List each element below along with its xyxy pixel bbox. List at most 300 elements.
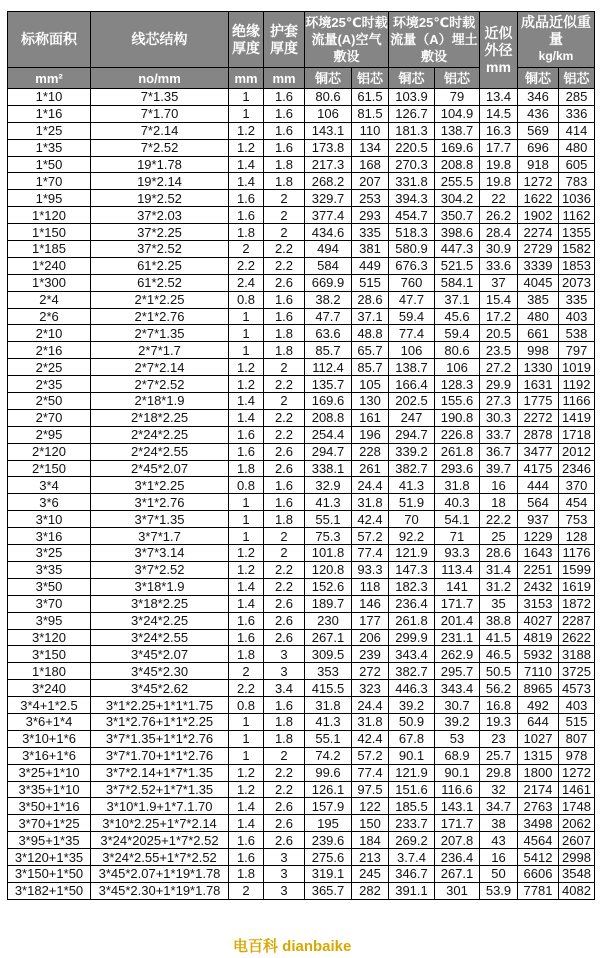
cell-ground-copper: 70 (389, 511, 435, 528)
cell-weight-aluminum: 1166 (559, 393, 595, 410)
cell-weight-aluminum: 3548 (559, 865, 595, 882)
cell-weight-copper: 7110 (518, 663, 559, 680)
cell-conductor-structure: 3*45*2.07+1*19*1.78 (91, 865, 229, 882)
cell-conductor-structure: 3*24*2.55 (91, 629, 229, 646)
cell-air-copper: 584 (305, 257, 352, 274)
cell-air-aluminum: 228 (352, 443, 389, 460)
cell-weight-copper: 2729 (518, 241, 559, 258)
table-row (8, 156, 595, 173)
cell-air-aluminum: 93.3 (352, 561, 389, 578)
cell-weight-aluminum: 4573 (559, 680, 595, 697)
cell-weight-copper: 2763 (518, 798, 559, 815)
cell-air-copper: 106 (305, 105, 352, 122)
cell-air-copper: 32.9 (305, 477, 352, 494)
cell-insulation: 1.8 (229, 865, 264, 882)
cell-weight-copper: 1330 (518, 359, 559, 376)
cell-insulation: 1.6 (229, 426, 264, 443)
cell-air-copper: 319.1 (305, 865, 352, 882)
cell-outer-diameter: 22.2 (480, 511, 518, 528)
cell-air-copper: 126.1 (305, 781, 352, 798)
cell-air-copper: 173.8 (305, 139, 352, 156)
cell-ground-copper: 343.4 (389, 646, 435, 663)
cell-ground-aluminum: 71 (435, 528, 480, 545)
cell-insulation: 1.2 (229, 561, 264, 578)
cell-ground-aluminum: 39.2 (435, 713, 480, 730)
cell-outer-diameter: 25 (480, 528, 518, 545)
cell-sheath: 1.8 (264, 325, 305, 342)
table-row (8, 477, 595, 494)
cell-ground-copper: 269.2 (389, 832, 435, 849)
cell-air-aluminum: 57.2 (352, 528, 389, 545)
cell-outer-diameter: 33.6 (480, 257, 518, 274)
cell-weight-copper: 1775 (518, 393, 559, 410)
cell-sheath: 2.6 (264, 612, 305, 629)
cell-conductor-structure: 2*18*2.25 (91, 409, 229, 426)
cell-weight-copper: 2174 (518, 781, 559, 798)
cell-conductor-structure: 37*2.03 (91, 207, 229, 224)
cell-air-copper: 99.6 (305, 764, 352, 781)
cell-sheath: 1.6 (264, 697, 305, 714)
cell-ground-copper: 41.3 (389, 477, 435, 494)
cell-outer-diameter: 22 (480, 190, 518, 207)
cell-nominal-area: 1*25 (8, 122, 91, 139)
cell-air-copper: 338.1 (305, 460, 352, 477)
cell-nominal-area: 3*95 (8, 612, 91, 629)
cell-ground-aluminum: 79 (435, 89, 480, 106)
cell-air-copper: 80.6 (305, 89, 352, 106)
cell-outer-diameter: 34.7 (480, 798, 518, 815)
cell-air-copper: 101.8 (305, 545, 352, 562)
cell-ground-aluminum: 350.7 (435, 207, 480, 224)
cell-nominal-area: 3*50 (8, 578, 91, 595)
cell-conductor-structure: 2*45*2.07 (91, 460, 229, 477)
cell-weight-aluminum: 1872 (559, 595, 595, 612)
cell-nominal-area: 3*50+1*16 (8, 798, 91, 815)
cell-air-aluminum: 85.7 (352, 359, 389, 376)
cell-insulation: 1 (229, 511, 264, 528)
cell-air-aluminum: 196 (352, 426, 389, 443)
cell-weight-copper: 1027 (518, 730, 559, 747)
cell-conductor-structure: 2*7*1.7 (91, 342, 229, 359)
cell-weight-aluminum: 4082 (559, 882, 595, 899)
cell-sheath: 1.6 (264, 308, 305, 325)
cell-ground-copper: 391.1 (389, 882, 435, 899)
cell-air-copper: 157.9 (305, 798, 352, 815)
cell-ground-copper: 103.9 (389, 89, 435, 106)
cell-outer-diameter: 27.2 (480, 359, 518, 376)
cell-nominal-area: 2*95 (8, 426, 91, 443)
cell-outer-diameter: 18 (480, 494, 518, 511)
cell-sheath: 1.8 (264, 511, 305, 528)
cell-air-aluminum: 105 (352, 376, 389, 393)
cell-air-copper: 55.1 (305, 730, 352, 747)
table-row (8, 747, 595, 764)
cell-conductor-structure: 3*1*2.25+1*1*1.75 (91, 697, 229, 714)
cell-air-aluminum: 134 (352, 139, 389, 156)
cell-air-copper: 169.6 (305, 393, 352, 410)
cell-nominal-area: 2*150 (8, 460, 91, 477)
cell-nominal-area: 1*95 (8, 190, 91, 207)
cell-air-aluminum: 184 (352, 832, 389, 849)
cell-weight-copper: 1800 (518, 764, 559, 781)
cell-conductor-structure: 2*24*2.25 (91, 426, 229, 443)
cell-ground-aluminum: 201.4 (435, 612, 480, 629)
cell-air-copper: 254.4 (305, 426, 352, 443)
cell-weight-copper: 7781 (518, 882, 559, 899)
cell-outer-diameter: 28.6 (480, 545, 518, 562)
cell-ground-aluminum: 262.9 (435, 646, 480, 663)
cell-air-copper: 294.7 (305, 443, 352, 460)
cell-ground-aluminum: 301 (435, 882, 480, 899)
cell-conductor-structure: 3*7*2.52+1*7*1.35 (91, 781, 229, 798)
cell-sheath: 2 (264, 528, 305, 545)
cell-ground-aluminum: 293.6 (435, 460, 480, 477)
cell-nominal-area: 3*10+1*6 (8, 730, 91, 747)
cell-air-copper: 434.6 (305, 224, 352, 241)
cell-air-copper: 415.5 (305, 680, 352, 697)
cell-conductor-structure: 7*2.52 (91, 139, 229, 156)
cell-weight-copper: 1902 (518, 207, 559, 224)
cell-sheath: 2.6 (264, 595, 305, 612)
cell-sheath: 1.6 (264, 291, 305, 308)
cell-weight-aluminum: 2346 (559, 460, 595, 477)
cell-insulation: 1.6 (229, 190, 264, 207)
cell-ground-aluminum: 31.8 (435, 477, 480, 494)
cell-sheath: 2.2 (264, 764, 305, 781)
cell-insulation: 1.4 (229, 595, 264, 612)
cell-outer-diameter: 28.4 (480, 224, 518, 241)
table-row (8, 815, 595, 832)
cell-air-aluminum: 42.4 (352, 730, 389, 747)
cell-air-copper: 669.9 (305, 274, 352, 291)
cell-weight-aluminum: 1619 (559, 578, 595, 595)
cell-sheath: 1.6 (264, 105, 305, 122)
cell-air-aluminum: 61.5 (352, 89, 389, 106)
cell-ground-copper: 151.6 (389, 781, 435, 798)
cell-conductor-structure: 3*7*1.7 (91, 528, 229, 545)
cell-outer-diameter: 19.8 (480, 156, 518, 173)
cell-weight-aluminum: 1355 (559, 224, 595, 241)
cell-weight-aluminum: 454 (559, 494, 595, 511)
cell-insulation: 1.2 (229, 139, 264, 156)
cell-nominal-area: 2*35 (8, 376, 91, 393)
cell-insulation: 2.2 (229, 257, 264, 274)
cell-outer-diameter: 56.2 (480, 680, 518, 697)
cell-air-copper: 195 (305, 815, 352, 832)
table-row (8, 393, 595, 410)
cell-weight-aluminum: 978 (559, 747, 595, 764)
cell-nominal-area: 1*150 (8, 224, 91, 241)
cell-ground-aluminum: 113.4 (435, 561, 480, 578)
cell-ground-aluminum: 141 (435, 578, 480, 595)
cell-outer-diameter: 37 (480, 274, 518, 291)
cell-air-copper: 38.2 (305, 291, 352, 308)
cell-conductor-structure: 3*7*1.35 (91, 511, 229, 528)
cell-insulation: 1 (229, 105, 264, 122)
cell-air-aluminum: 28.6 (352, 291, 389, 308)
cell-sheath: 2.6 (264, 629, 305, 646)
cell-air-aluminum: 57.2 (352, 747, 389, 764)
outer-diameter-label: 近似外径 (484, 24, 513, 58)
cell-air-aluminum: 118 (352, 578, 389, 595)
cell-outer-diameter: 33.7 (480, 426, 518, 443)
cell-sheath: 2.2 (264, 241, 305, 258)
cell-nominal-area: 3*4+1*2.5 (8, 697, 91, 714)
cell-conductor-structure: 3*10*1.9+1*7.1.70 (91, 798, 229, 815)
cell-outer-diameter: 13.4 (480, 89, 518, 106)
cell-insulation: 1.4 (229, 156, 264, 173)
weight-label: 成品近似重量 (521, 14, 591, 47)
cell-outer-diameter: 27.3 (480, 393, 518, 410)
cell-conductor-structure: 3*45*2.30 (91, 663, 229, 680)
cell-conductor-structure: 61*2.52 (91, 274, 229, 291)
cell-outer-diameter: 20.5 (480, 325, 518, 342)
cell-air-aluminum: 65.7 (352, 342, 389, 359)
cell-insulation: 1.4 (229, 393, 264, 410)
table-row (8, 308, 595, 325)
cell-sheath: 2.6 (264, 832, 305, 849)
cell-outer-diameter: 17.7 (480, 139, 518, 156)
cell-weight-aluminum: 2073 (559, 274, 595, 291)
cell-sheath: 2.2 (264, 561, 305, 578)
cell-ground-copper: 39.2 (389, 697, 435, 714)
cell-weight-copper: 6606 (518, 865, 559, 882)
cell-ground-aluminum: 54.1 (435, 511, 480, 528)
cell-outer-diameter: 29.9 (480, 376, 518, 393)
cell-nominal-area: 3*10 (8, 511, 91, 528)
cell-nominal-area: 3*240 (8, 680, 91, 697)
header-ampacity-ground: 环境25℃时载流量（A）埋土敷设 (389, 12, 480, 68)
cell-sheath: 3 (264, 646, 305, 663)
table-row (8, 426, 595, 443)
table-row (8, 865, 595, 882)
cell-nominal-area: 2*120 (8, 443, 91, 460)
cell-air-aluminum: 293 (352, 207, 389, 224)
cell-ground-copper: 147.3 (389, 561, 435, 578)
cell-nominal-area: 1*180 (8, 663, 91, 680)
cell-sheath: 1.8 (264, 342, 305, 359)
table-row (8, 105, 595, 122)
cell-ground-copper: 676.3 (389, 257, 435, 274)
cell-insulation: 2.4 (229, 274, 264, 291)
cell-air-copper: 63.6 (305, 325, 352, 342)
cell-air-aluminum: 122 (352, 798, 389, 815)
cell-weight-aluminum: 797 (559, 342, 595, 359)
cell-weight-aluminum: 336 (559, 105, 595, 122)
table-row (8, 764, 595, 781)
weight-copper: 铜芯 (518, 68, 559, 89)
table-row (8, 207, 595, 224)
cell-air-aluminum: 213 (352, 849, 389, 866)
cell-nominal-area: 3*6+1*4 (8, 713, 91, 730)
cell-ground-copper: 446.3 (389, 680, 435, 697)
cell-nominal-area: 1*120 (8, 207, 91, 224)
table-row (8, 173, 595, 190)
cell-nominal-area: 3*70 (8, 595, 91, 612)
unit-area: mm² (8, 68, 91, 89)
cell-air-aluminum: 77.4 (352, 545, 389, 562)
table-row (8, 713, 595, 730)
cell-air-aluminum: 168 (352, 156, 389, 173)
cell-sheath: 2 (264, 224, 305, 241)
cell-insulation: 2 (229, 663, 264, 680)
cell-weight-copper: 1622 (518, 190, 559, 207)
cell-ground-aluminum: 398.6 (435, 224, 480, 241)
cell-weight-aluminum: 515 (559, 713, 595, 730)
cell-insulation: 1 (229, 325, 264, 342)
cell-weight-copper: 2251 (518, 561, 559, 578)
cell-weight-aluminum: 1599 (559, 561, 595, 578)
cell-sheath: 2.2 (264, 376, 305, 393)
cell-ground-aluminum: 53 (435, 730, 480, 747)
cell-ground-copper: 92.2 (389, 528, 435, 545)
cell-conductor-structure: 7*2.14 (91, 122, 229, 139)
cell-air-copper: 239.6 (305, 832, 352, 849)
cell-ground-copper: 236.4 (389, 595, 435, 612)
table-row (8, 139, 595, 156)
cell-outer-diameter: 38.8 (480, 612, 518, 629)
cell-weight-aluminum: 3725 (559, 663, 595, 680)
cell-weight-copper: 492 (518, 697, 559, 714)
cell-air-copper: 267.1 (305, 629, 352, 646)
cell-outer-diameter: 14.5 (480, 105, 518, 122)
cell-air-copper: 41.3 (305, 713, 352, 730)
cell-insulation: 1.4 (229, 815, 264, 832)
cell-nominal-area: 1*185 (8, 241, 91, 258)
cell-conductor-structure: 2*1*2.76 (91, 308, 229, 325)
cell-ground-aluminum: 90.1 (435, 764, 480, 781)
cell-ground-copper: 394.3 (389, 190, 435, 207)
cell-conductor-structure: 3*45*2.62 (91, 680, 229, 697)
cell-ground-copper: 50.9 (389, 713, 435, 730)
cell-ground-aluminum: 261.8 (435, 443, 480, 460)
cell-sheath: 1.8 (264, 173, 305, 190)
cell-ground-copper: 3.7.4 (389, 849, 435, 866)
cell-weight-aluminum: 1718 (559, 426, 595, 443)
cell-weight-aluminum: 414 (559, 122, 595, 139)
table-row (8, 646, 595, 663)
table-row (8, 849, 595, 866)
cell-weight-copper: 644 (518, 713, 559, 730)
cell-outer-diameter: 30.9 (480, 241, 518, 258)
cell-conductor-structure: 2*1*2.25 (91, 291, 229, 308)
cell-air-aluminum: 37.1 (352, 308, 389, 325)
cell-ground-aluminum: 295.7 (435, 663, 480, 680)
cell-conductor-structure: 3*7*2.14+1*7*1.35 (91, 764, 229, 781)
cell-weight-aluminum: 1853 (559, 257, 595, 274)
cell-nominal-area: 1*10 (8, 89, 91, 106)
cell-weight-copper: 4175 (518, 460, 559, 477)
cell-insulation: 1 (229, 308, 264, 325)
cell-sheath: 3.4 (264, 680, 305, 697)
table-row (8, 409, 595, 426)
cell-ground-aluminum: 59.4 (435, 325, 480, 342)
cell-ground-copper: 67.8 (389, 730, 435, 747)
cell-conductor-structure: 7*1.35 (91, 89, 229, 106)
cell-ground-aluminum: 236.4 (435, 849, 480, 866)
table-row (8, 697, 595, 714)
cell-outer-diameter: 29.8 (480, 764, 518, 781)
cell-air-copper: 353 (305, 663, 352, 680)
cell-weight-copper: 4027 (518, 612, 559, 629)
cell-ground-aluminum: 138.7 (435, 122, 480, 139)
cell-weight-copper: 346 (518, 89, 559, 106)
cell-conductor-structure: 3*18*1.9 (91, 578, 229, 595)
cell-insulation: 1 (229, 89, 264, 106)
cell-ground-aluminum: 40.3 (435, 494, 480, 511)
cell-air-aluminum: 207 (352, 173, 389, 190)
cell-air-aluminum: 146 (352, 595, 389, 612)
cell-air-copper: 85.7 (305, 342, 352, 359)
cell-insulation: 1.6 (229, 443, 264, 460)
cell-air-aluminum: 130 (352, 393, 389, 410)
header-outer-diameter (480, 12, 518, 89)
cell-ground-copper: 270.3 (389, 156, 435, 173)
cell-weight-copper: 385 (518, 291, 559, 308)
cell-weight-copper: 4045 (518, 274, 559, 291)
cell-ground-copper: 47.7 (389, 291, 435, 308)
cell-ground-copper: 59.4 (389, 308, 435, 325)
cell-ground-aluminum: 93.3 (435, 545, 480, 562)
cell-nominal-area: 3*150+1*50 (8, 865, 91, 882)
cell-ground-aluminum: 128.3 (435, 376, 480, 393)
cell-outer-diameter: 35 (480, 595, 518, 612)
cell-air-aluminum: 77.4 (352, 764, 389, 781)
cell-nominal-area: 3*16 (8, 528, 91, 545)
cell-air-aluminum: 24.4 (352, 477, 389, 494)
cell-conductor-structure: 3*24*2.25 (91, 612, 229, 629)
cell-ground-copper: 233.7 (389, 815, 435, 832)
cell-ground-copper: 346.7 (389, 865, 435, 882)
cell-weight-aluminum: 2607 (559, 832, 595, 849)
cell-conductor-structure: 3*1*2.25 (91, 477, 229, 494)
cell-ground-aluminum: 447.3 (435, 241, 480, 258)
cell-insulation: 1.2 (229, 122, 264, 139)
cell-conductor-structure: 3*7*1.70+1*1*2.76 (91, 747, 229, 764)
cell-sheath: 2 (264, 359, 305, 376)
cell-outer-diameter: 31.2 (480, 578, 518, 595)
cell-insulation: 1 (229, 342, 264, 359)
cell-sheath: 2 (264, 207, 305, 224)
cell-air-copper: 74.2 (305, 747, 352, 764)
cell-conductor-structure: 3*1*2.76+1*1*2.25 (91, 713, 229, 730)
cell-sheath: 2.6 (264, 798, 305, 815)
table-row (8, 291, 595, 308)
watermark: 电百科 dianbaike (233, 938, 352, 955)
cell-outer-diameter: 30.3 (480, 409, 518, 426)
cell-air-copper: 47.7 (305, 308, 352, 325)
cell-weight-aluminum: 2012 (559, 443, 595, 460)
cell-conductor-structure: 3*45*2.30+1*19*1.78 (91, 882, 229, 899)
cell-nominal-area: 1*50 (8, 156, 91, 173)
cell-ground-copper: 185.5 (389, 798, 435, 815)
cell-ground-copper: 382.7 (389, 663, 435, 680)
cell-weight-aluminum: 128 (559, 528, 595, 545)
cell-outer-diameter: 19.3 (480, 713, 518, 730)
unit-sheath: mm (264, 68, 305, 89)
cell-sheath: 2.2 (264, 578, 305, 595)
cell-air-copper: 329.7 (305, 190, 352, 207)
cell-ground-copper: 261.8 (389, 612, 435, 629)
cell-weight-aluminum: 1582 (559, 241, 595, 258)
cell-conductor-structure: 2*7*2.52 (91, 376, 229, 393)
cell-insulation: 1.6 (229, 849, 264, 866)
cell-ground-aluminum: 190.8 (435, 409, 480, 426)
unit-insulation: mm (229, 68, 264, 89)
cell-sheath: 3 (264, 882, 305, 899)
cell-outer-diameter: 50.5 (480, 663, 518, 680)
cell-weight-copper: 3477 (518, 443, 559, 460)
